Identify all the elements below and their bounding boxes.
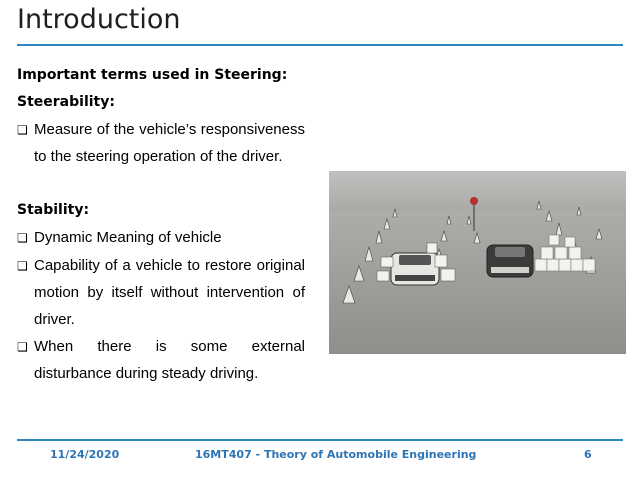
checkbox-bullet-icon: ❑	[17, 259, 28, 273]
checkbox-bullet-icon: ❑	[17, 123, 28, 137]
bullet-text: Capability of a vehicle to restore original motion by itself without intervention of driver.	[34, 257, 305, 328]
terms-heading: Important terms used in Steering:	[17, 67, 288, 83]
footer-page-number: 6	[584, 448, 592, 461]
bullet-text: When there is some external disturbance during steady driving.	[34, 338, 305, 382]
footer-divider	[17, 439, 623, 441]
slide-body	[17, 62, 305, 387]
checkbox-bullet-icon: ❑	[17, 340, 28, 354]
bullet-text: Measure of the vehicle’s responsiveness to the steering operation of the driver.	[34, 121, 305, 165]
footer-date: 11/24/2020	[50, 448, 120, 461]
footer-course: 16MT407 - Theory of Automobile Engineering	[195, 448, 477, 461]
title-divider	[17, 44, 623, 46]
slide-title: Introduction	[17, 4, 181, 35]
stability-label: Stability:	[17, 202, 90, 218]
vehicle-test-photo-graphic	[329, 171, 626, 354]
bullet-item	[17, 224, 305, 252]
vehicle-test-photo	[329, 171, 626, 354]
bullet-item	[17, 333, 305, 387]
steerability-label: Steerability:	[17, 94, 115, 110]
checkbox-bullet-icon: ❑	[17, 231, 28, 245]
bullet-item	[17, 116, 305, 170]
bullet-text: Dynamic Meaning of vehicle	[34, 229, 222, 246]
bullet-item	[17, 252, 305, 333]
